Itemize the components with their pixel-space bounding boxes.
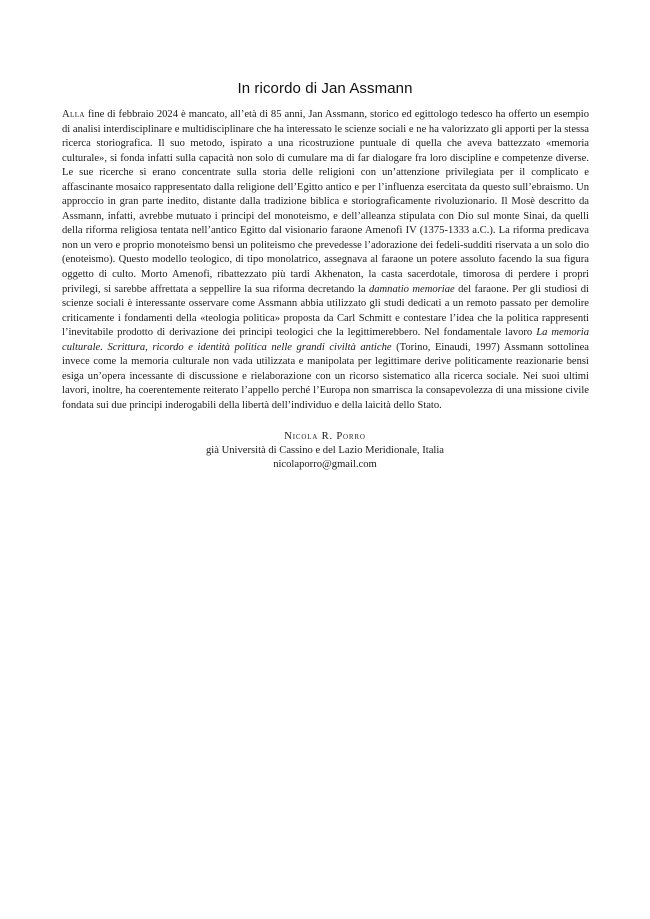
italic-segment-book-title: La memoria culturale. Scrittura, ricordo e identità politica nelle grandi civiltà antiche (62, 327, 589, 353)
author-affiliation: già Università di Cassino e del Lazio Meridionale, Italia (206, 445, 444, 457)
author-name: Nicola R. Porro (284, 431, 366, 442)
opening-smallcaps: Alla (62, 109, 85, 120)
italic-segment-damnatio: damnatio memoriae (368, 283, 455, 295)
author-email: nicolaporro@gmail.com (273, 459, 377, 471)
article-title: In ricordo di Jan Assmann (237, 80, 413, 97)
body-segment: del faraone. Per gli studiosi di scienze sociali è interessante osservare come Assmann abbia utilizzato gli studi dedicati a un remoto passato per demolire criticamente i fondamenti della «teologia politica» proposta da Carl Schmitt e contestare l’idea che la politica rappresenti l’inevitabile prodotto di derivazione dei principi teologici che la legittimerebbero. Nel fondamentale lavoro (62, 283, 589, 339)
signature-block (0, 430, 650, 473)
body-segment: fine di febbraio 2024 è mancato, all’età di 85 anni, Jan Assmann, storico ed egittologo tedesco ha offerto un esempio di analisi interdisciplinare e multidisciplinare che ha interessato le scienze sociali e ne ha valorizzato gli apporti per la stessa ricerca storiografica. Il suo metodo, ispirato a una ricostruzione puntuale di quella che aveva battezzato «memoria culturale», si fonda infatti sulla capacità non solo di cumulare ma di far dialogare fra loro discipline e competenze diverse. Le sue ricerche si erano concentrate sulla storia delle religioni con un’attenzione privilegiata per il complicato e affascinante mosaico rappresentato dalla religione dell’Egitto antico e per l’influenza esercitata da questo sull’ebraismo. Un approccio in gran parte inedito, distante dalla tradizione biblica e storiograficamente rivoluzionario. Il Mosè descritto da Assmann, infatti, avrebbe mutuato i principi del monoteismo, e dell’alleanza stipulata con Dio sul monte Sinai, da quelli della riforma religiosa tentata nell’antico Egitto dal visionario faraone Amenofi IV (1375-1333 a.C.). La riforma predicava non un vero e proprio monoteismo bensì un politeismo che prevedesse l’adorazione dei fedeli-sudditi riservata a un solo dio (enoteismo). Questo modello teologico, di tipo monolatrico, assegnava al faraone un potere assoluto facendo la sua figura oggetto di culto. Morto Amenofi, ribattezzato più tardi Akhenaton, la casta sacerdotale, timorosa di perdere i propri privilegi, si sarebbe affrettata a seppellire la sua riforma decretando la (62, 109, 589, 295)
article-body (62, 108, 589, 413)
body-segment: (Torino, Einaudi, 1997) Assmann sottolinea invece come la memoria culturale non vada utilizzata e manipolata per legittimare derive politicamente reazionarie bensì esiga un’opera incessante di discussione e rielaborazione con un ricorso sistematico alla ricerca sociale. Nei suoi ultimi lavori, inoltre, ha coerentemente reiterato l’appello perché l’Europa non smarrisca la consapevolezza di una missione civile fondata sui due principi inderogabili della libertà dell’individuo e della laicità dello Stato. (62, 341, 589, 411)
